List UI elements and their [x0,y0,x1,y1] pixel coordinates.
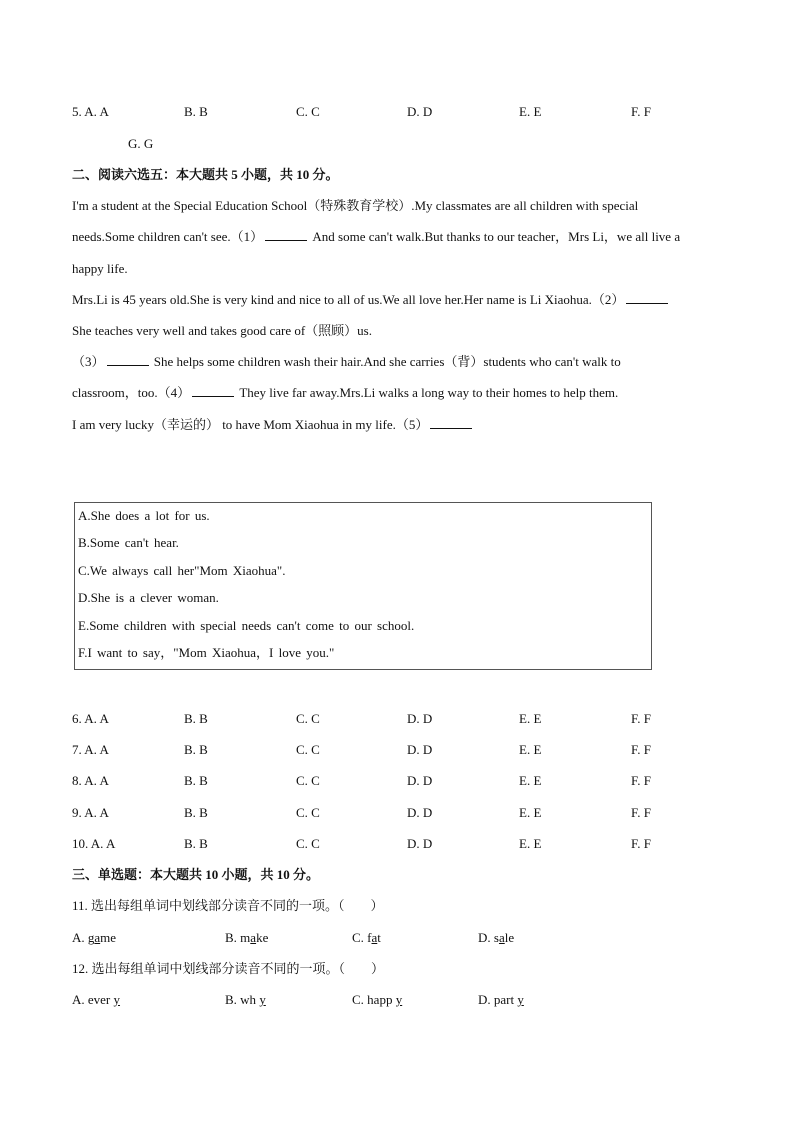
q5-number: 5. [72,104,82,119]
q12-a-underline: y [113,992,121,1007]
q12-option-d[interactable] [478,992,524,1008]
q6-option-d[interactable]: D. D [407,711,433,726]
q5-option-a[interactable] [72,104,109,120]
q9-option-b[interactable]: B. B [184,805,208,820]
choice-b: B.Some can't hear. [78,535,179,550]
q12-option-b[interactable] [225,992,266,1008]
q7-option-c[interactable]: C. C [296,742,320,757]
q11-option-b[interactable] [225,930,268,946]
section-2-heading: 二、阅读六选五：本大题共 5 小题，共 10 分。 [72,167,339,182]
q10-option-c[interactable]: C. C [296,836,320,851]
q6-option-a-label: A. A [84,711,109,726]
q7-option-b[interactable]: B. B [184,742,208,757]
q5-option-a-label: A. A [84,104,109,119]
q11-b-text: B. m [225,930,251,945]
passage-line-5: She teaches very well and takes good care of（照顾）us. [72,323,372,338]
q11-c-text: C. f [352,930,372,945]
q11-a-underline: a [94,930,101,945]
q6-number: 6. [72,711,82,726]
passage-line-6 [72,354,621,370]
q6-option-b[interactable]: B. B [184,711,208,726]
q6-option-e[interactable]: E. E [519,711,542,726]
q10-option-d[interactable]: D. D [407,836,433,851]
q11-a-rest: me [100,930,117,945]
q7-option-f[interactable]: F. F [631,742,651,757]
q12-a-text: A. ever [72,992,111,1007]
q11-stem: 11. 选出每组单词中划线部分读音不同的一项。（ ） [72,898,384,913]
q12-d-text: D. part [478,992,515,1007]
q9-option-a-label: A. A [84,805,109,820]
q5-option-e[interactable]: E. E [519,104,542,119]
q8-option-a[interactable] [72,773,109,789]
q5-option-c[interactable]: C. C [296,104,320,119]
q5-option-d[interactable]: D. D [407,104,433,119]
q5-option-f[interactable]: F. F [631,104,651,119]
q11-d-text: D. s [478,930,499,945]
q9-number: 9. [72,805,82,820]
q11-option-c[interactable] [352,930,381,946]
passage-line-7 [72,385,618,401]
passage-line-8-start: I am very lucky（幸运的） to have Mom Xiaohua in my life.（5） [72,417,429,432]
blank-3[interactable] [107,354,149,366]
q7-option-a[interactable] [72,742,109,758]
q5-option-g[interactable]: G. G [128,136,154,151]
q11-d-underline: a [498,930,505,945]
q11-b-underline: a [250,930,257,945]
q12-option-c[interactable] [352,992,402,1008]
q12-c-underline: y [395,992,403,1007]
q5-option-b[interactable]: B. B [184,104,208,119]
passage-line-3: happy life. [72,261,128,276]
q11-a-text: A. g [72,930,95,945]
q12-stem: 12. 选出每组单词中划线部分读音不同的一项。（ ） [72,961,385,976]
q6-option-f[interactable]: F. F [631,711,651,726]
passage-line-6-start: （3） [72,354,105,369]
blank-4[interactable] [192,385,234,397]
passage-line-2 [72,229,680,245]
q11-b-rest: ke [256,930,269,945]
choice-c: C.We always call her"Mom Xiaohua". [78,563,286,578]
passage-line-4-start: Mrs.Li is 45 years old.She is very kind and nice to all of us.We all love her.Her name is Li Xiaohua.（2） [72,292,625,307]
q12-b-underline: y [259,992,266,1007]
q7-option-d[interactable]: D. D [407,742,433,757]
passage-line-2-end: And some can't walk.But thanks to our teacher，Mrs Li，we all live a [312,229,681,244]
choice-a: A.She does a lot for us. [78,508,210,523]
blank-5[interactable] [430,417,472,429]
q11-c-rest: t [377,930,381,945]
q6-option-c[interactable]: C. C [296,711,320,726]
q8-number: 8. [72,773,82,788]
q9-option-a[interactable] [72,805,109,821]
q11-option-a[interactable] [72,930,116,946]
q8-option-e[interactable]: E. E [519,773,542,788]
passage-line-8 [72,417,474,433]
q10-option-a-label: A. A [90,836,116,851]
q8-option-c[interactable]: C. C [296,773,320,788]
q12-d-underline: y [517,992,524,1007]
section-3-heading: 三、单选题：本大题共 10 小题，共 10 分。 [72,867,320,882]
q8-option-b[interactable]: B. B [184,773,208,788]
q6-option-a[interactable] [72,711,109,727]
q10-option-b[interactable]: B. B [184,836,208,851]
q8-option-d[interactable]: D. D [407,773,433,788]
q10-option-a[interactable] [72,836,115,852]
q8-option-f[interactable]: F. F [631,773,651,788]
q8-option-a-label: A. A [84,773,109,788]
q9-option-c[interactable]: C. C [296,805,320,820]
q11-c-underline: a [371,930,378,945]
q12-b-text: B. wh [225,992,257,1007]
passage-line-7-start: classroom，too.（4） [72,385,191,400]
passage-line-1: I'm a student at the Special Education School（特殊教育学校）.My classmates are all children with special [72,198,639,213]
q10-option-f[interactable]: F. F [631,836,651,851]
q9-option-f[interactable]: F. F [631,805,651,820]
passage-line-4 [72,292,670,308]
q11-option-d[interactable] [478,930,514,946]
q10-option-e[interactable]: E. E [519,836,542,851]
q7-option-a-label: A. A [84,742,109,757]
q10-number: 10. [72,836,89,851]
passage-line-6-end: She helps some children wash their hair.And she carries（背）students who can't walk to [153,354,621,369]
choice-f: F.I want to say，"Mom Xiaohua，I love you." [78,645,335,660]
blank-2[interactable] [626,292,668,304]
blank-1[interactable] [265,229,307,241]
q12-option-a[interactable] [72,992,120,1008]
q12-c-text: C. happ [352,992,393,1007]
q11-d-rest: le [504,930,515,945]
passage-line-7-end: They live far away.Mrs.Li walks a long way to their homes to help them. [239,385,619,400]
q7-option-e[interactable]: E. E [519,742,542,757]
choice-e: E.Some children with special needs can't come to our school. [78,618,415,633]
choice-d: D.She is a clever woman. [78,590,219,605]
q7-number: 7. [72,742,82,757]
choices-box [74,502,652,670]
q9-option-d[interactable]: D. D [407,805,433,820]
passage-line-2-start: needs.Some children can't see.（1） [72,229,264,244]
q9-option-e[interactable]: E. E [519,805,542,820]
